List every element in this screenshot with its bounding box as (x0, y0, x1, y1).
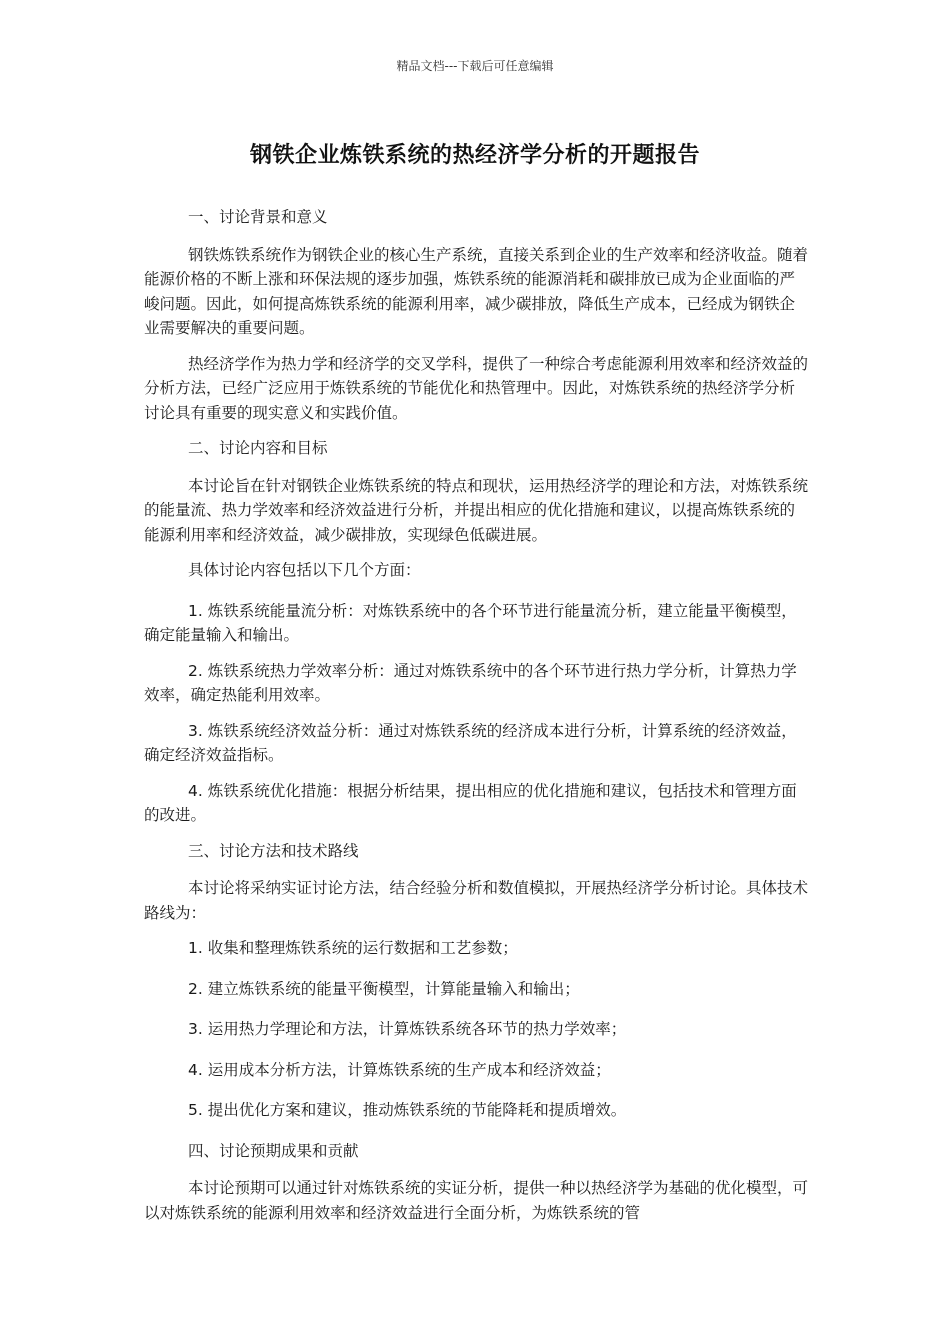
list-item: 3. 炼铁系统经济效益分析：通过对炼铁系统的经济成本进行分析，计算系统的经济效益，确定经济效益指标。 (144, 721, 797, 764)
list-item: 1. 炼铁系统能量流分析：对炼铁系统中的各个环节进行能量流分析，建立能量平衡模型，确定能量输入和输出。 (144, 601, 797, 644)
document-body (144, 205, 809, 1236)
list-item: 3. 运用热力学理论和方法，计算炼铁系统各环节的热力学效率； (188, 1020, 627, 1038)
list-item: 2. 建立炼铁系统的能量平衡模型，计算能量输入和输出； (188, 979, 580, 998)
paragraph: 钢铁炼铁系统作为钢铁企业的核心生产系统，直接关系到企业的生产效率和经济收益。随着能源价格的不断上涨和环保法规的逐步加强，炼铁系统的能源消耗和碳排放已成为企业面临的严峻问题。因此，如何提高炼铁系统的能源利用率，减少碳排放，降低生产成本，已经成为钢铁企业需要解决的重要问题。 (144, 245, 809, 337)
list-item: 4. 运用成本分析方法，计算炼铁系统的生产成本和经济效益； (188, 1060, 611, 1079)
document-title: 钢铁企业炼铁系统的热经济学分析的开题报告 (249, 143, 700, 168)
section-heading: 一、讨论背景和意义 (188, 208, 328, 226)
section-heading: 四、讨论预期成果和贡献 (188, 1141, 359, 1160)
section-heading: 二、讨论内容和目标 (188, 439, 328, 457)
list-item: 1. 收集和整理炼铁系统的运行数据和工艺参数； (188, 939, 518, 957)
section-heading: 三、讨论方法和技术路线 (188, 841, 359, 860)
paragraph: 本讨论旨在针对钢铁企业炼铁系统的特点和现状，运用热经济学的理论和方法，对炼铁系统的能量流、热力学效率和经济效益进行分析，并提出相应的优化措施和建议，以提高炼铁系统的能源利用率和经济效益，减少碳排放，实现绿色低碳进展。 (144, 476, 809, 544)
paragraph: 具体讨论内容包括以下几个方面： (188, 561, 421, 579)
paragraph: 热经济学作为热力学和经济学的交叉学科，提供了一种综合考虑能源利用效率和经济效益的分析方法，已经广泛应用于炼铁系统的节能优化和热管理中。因此，对炼铁系统的热经济学分析讨论具有重要的现实意义和实践价值。 (144, 354, 809, 422)
paragraph: 本讨论预期可以通过针对炼铁系统的实证分析，提供一种以热经济学为基础的优化模型，可以对炼铁系统的能源利用效率和经济效益进行全面分析，为炼铁系统的管 (144, 1179, 809, 1222)
list-item: 4. 炼铁系统优化措施：根据分析结果，提出相应的优化措施和建议，包括技术和管理方面的改进。 (144, 781, 797, 824)
header-note: 精品文档---下载后可任意编辑 (396, 59, 554, 73)
paragraph: 本讨论将采纳实证讨论方法，结合经验分析和数值模拟，开展热经济学分析讨论。具体技术路线为： (144, 879, 809, 922)
list-item: 5. 提出优化方案和建议，推动炼铁系统的节能降耗和提质增效。 (188, 1101, 627, 1119)
list-item: 2. 炼铁系统热力学效率分析：通过对炼铁系统中的各个环节进行热力学分析，计算热力学效率，确定热能利用效率。 (144, 661, 797, 704)
